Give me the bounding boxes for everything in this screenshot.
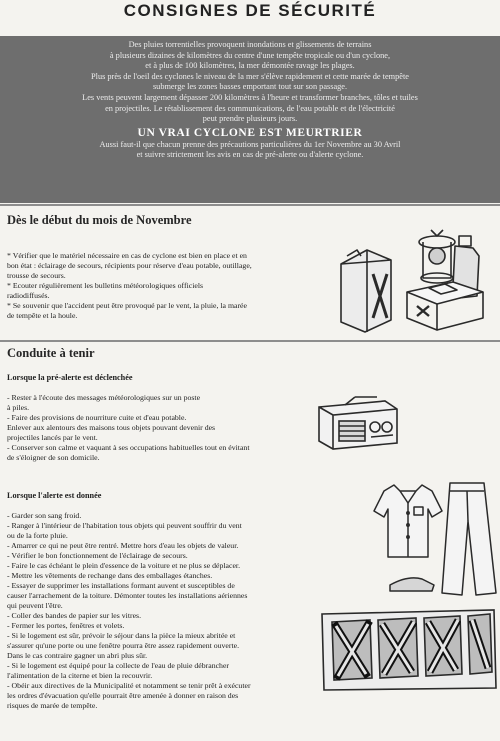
november-instruction-line: * Se souvenir que l'accident peut être provoqué par le vent, la pluie, la marée	[7, 301, 247, 310]
alert-instruction-line: causer l'arrachement de la toiture. Démonter toutes les installations aériennes	[7, 591, 248, 600]
section-conduct-heading: Conduite à tenir	[7, 346, 95, 360]
banner-closing-text	[6, 140, 494, 161]
section-divider	[0, 204, 500, 206]
alert-instruction-line: s'assurer qu'une porte ou une fenêtre pourra être assez rapidement ouverte.	[7, 641, 240, 650]
banner-headline: UN VRAI CYCLONE EST MEURTRIER	[137, 126, 363, 139]
november-instruction-line: * Ecouter régulièrement les bulletins météorologiques officiels	[7, 281, 204, 290]
alert-instruction-line: - Mettre les vêtements de rechange dans des emballages étanches.	[7, 571, 213, 580]
banner-text	[6, 40, 494, 125]
november-instruction-line: radiodiffusés.	[7, 291, 50, 300]
pre-alert-instruction-line: - Faire des provisions de nourriture cuite et d'eau potable.	[7, 413, 187, 422]
pre-alert-instruction-line: à piles.	[7, 403, 30, 412]
november-instruction-line: * Vérifier que le matériel nécessaire en cas de cyclone est bien en place et en	[7, 251, 247, 260]
alert-instruction-line: - Si le logement est sûr, prévoir le séjour dans la pièce la mieux abritée et	[7, 631, 236, 640]
radio-illustration	[315, 393, 401, 453]
taped-windows-illustration	[318, 608, 500, 692]
alert-instruction-line: risques de marée de tempête.	[7, 701, 98, 710]
alert-instruction-line: qui peuvent l'être.	[7, 601, 63, 610]
alert-instruction-line: ou de la forte pluie.	[7, 531, 68, 540]
alert-heading: Lorsque l'alerte est donnée	[7, 491, 102, 500]
banner-line: submerge les zones basses emportant tout sur son passage.	[152, 82, 348, 92]
page-title: CONSIGNES DE SÉCURITÉ	[123, 1, 377, 20]
warning-banner	[0, 36, 500, 203]
pre-alert-instruction-line: - Rester à l'écoute des messages météorologiques sur un poste	[7, 393, 201, 402]
banner-closing-line: Aussi faut-il que chacun prenne des précautions particulières du 1er Novembre au 30 Avril	[99, 139, 401, 149]
banner-line: et à plus de 100 kilomètres, la mer démontée ravage les plages.	[145, 61, 355, 71]
pre-alert-instruction-line: Enlever aux alentours des maisons tous objets pouvant devenir des	[7, 423, 216, 432]
banner-line: Des pluies torrentielles provoquent inondations et glissements de terrains	[128, 40, 372, 49]
banner-line: Plus près de l'oeil des cyclones le niveau de la mer s'élève rapidement et cette marée de tempête	[91, 71, 409, 81]
section-divider-2	[0, 340, 500, 342]
pre-alert-heading: Lorsque la pré-alerte est déclenchée	[7, 373, 133, 382]
pre-alert-instruction-line: projectiles lancés par le vent.	[7, 433, 98, 442]
pre-alert-text	[7, 393, 309, 463]
alert-instruction-line: - Amarrer ce qui ne peut être rentré. Mettre hors d'eau les objets de valeur.	[7, 541, 239, 550]
section-november-text	[7, 251, 337, 321]
alert-instruction-line: l'alimentation de la citerne et bien la recouvrir.	[7, 671, 153, 680]
banner-line: à plusieurs dizaines de kilomètres du centre d'une tempête tropicale ou d'un cyclone,	[109, 50, 391, 60]
alert-instruction-line: Dans le cas contraire gagner un abri plus sûr.	[7, 651, 148, 660]
alert-instruction-line: - Faire le cas échéant le plein d'essence de la voiture et ne plus se déplacer.	[7, 561, 241, 570]
alert-text	[7, 511, 309, 711]
alert-instruction-line: les ordres d'évacuation qu'elle pourrait être amenée à donner en raison des	[7, 691, 239, 700]
section-november-heading: Dès le début du mois de Novembre	[7, 213, 192, 227]
alert-instruction-line: - Fermer les portes, fenêtres et volets.	[7, 621, 125, 630]
pre-alert-instruction-line: de s'éloigner de son domicile.	[7, 453, 100, 462]
emergency-supplies-illustration	[333, 226, 497, 338]
banner-line: peut prendre plusieurs jours.	[202, 114, 298, 124]
alert-instruction-line: - Obéir aux directives de la Municipalité et notamment se tenir prêt à exécuter	[7, 681, 251, 690]
november-instruction-line: de tempête et la houle.	[7, 311, 78, 320]
alert-instruction-line: - Garder son sang froid.	[7, 511, 82, 520]
alert-instruction-line: - Ranger à l'intérieur de l'habitation tous objets qui peuvent souffrir du vent	[7, 521, 242, 530]
november-instruction-line: trousse de secours.	[7, 271, 66, 280]
alert-instruction-line: - Si le logement est équipé pour la collecte de l'eau de pluie débrancher	[7, 661, 230, 670]
alert-instruction-line: - Vérifier le bon fonctionnement de l'éclairage de secours.	[7, 551, 188, 560]
clothes-illustration	[372, 481, 500, 601]
banner-closing-line: et suivre strictement les avis en cas de pré-alerte ou d'alerte cyclone.	[136, 150, 364, 160]
alert-instruction-line: - Coller des bandes de papier sur les vitres.	[7, 611, 142, 620]
banner-line: en projectiles. Le rétablissement des communications, de l'eau potable et de l'électricité	[105, 103, 395, 113]
pre-alert-instruction-line: - Conserver son calme et vaquant à ses occupations habituelles tout en évitant	[7, 443, 250, 452]
banner-line: Les vents peuvent largement dépasser 200 kilomètres à l'heure et transformer branches, tôles et tuiles	[82, 92, 418, 102]
november-instruction-line: bon état : éclairage de secours, récipients pour réserve d'eau potable, outillage,	[7, 261, 252, 270]
alert-instruction-line: - Essayer de supprimer les installations formant auvent et susceptibles de	[7, 581, 235, 590]
